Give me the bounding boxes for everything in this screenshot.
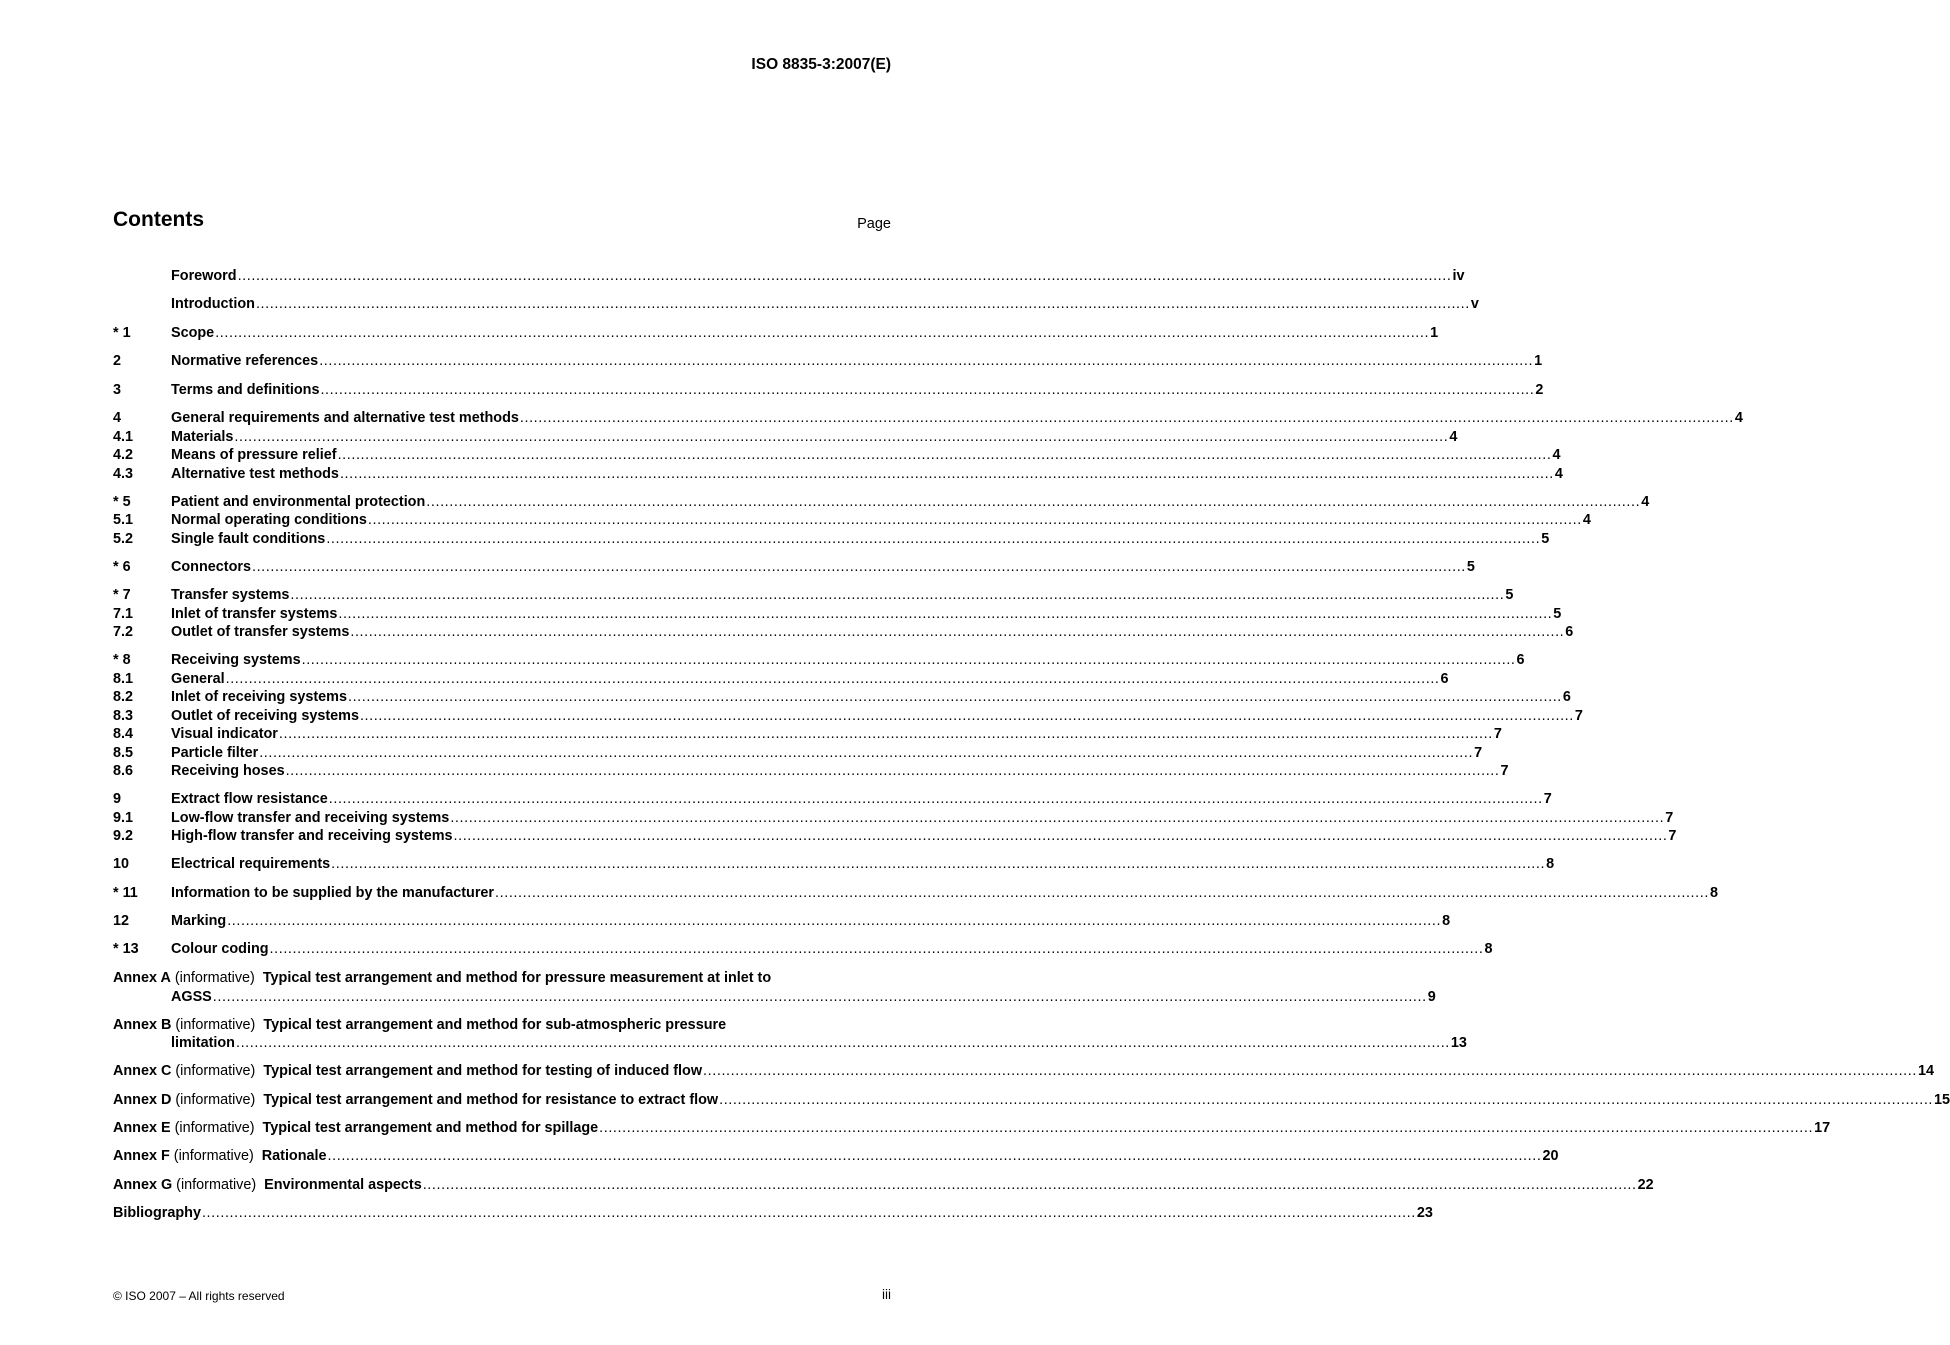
annex-line [113,1062,1934,1081]
dot-leader [599,1119,1813,1138]
toc-group [113,940,1493,959]
annex-line [113,1176,1654,1195]
annex-page: 20 [1542,1148,1559,1165]
dot-leader [368,511,1582,529]
toc-group [113,790,1677,846]
toc-group [113,586,1574,642]
toc-entry-page: 1 [1430,324,1439,341]
toc-entry[interactable] [113,623,1574,641]
toc-group [113,409,1743,483]
dot-leader [426,493,1640,512]
annex-line [113,1147,1559,1166]
toc-entry-number: * 1 [113,324,131,341]
toc-group [113,493,1650,549]
toc-entry-title: Normal operating conditions [171,512,367,529]
annex-label: Annex E [113,1120,171,1137]
dot-leader [450,809,1664,827]
toc-entry[interactable] [113,530,1550,548]
dot-leader [719,1091,1933,1110]
annex-label: Annex G [113,1176,173,1193]
toc-entry-number: 9 [113,790,122,807]
dot-leader [350,623,1564,641]
toc-entry-page: iv [1452,268,1465,284]
toc-entry-number: 9.2 [113,828,134,845]
annex-page: 17 [1814,1120,1831,1137]
annex-title: Environmental aspects [264,1176,422,1193]
annex-entry[interactable] [113,1119,1831,1138]
toc-entry-page: 4 [1734,409,1743,426]
dot-leader [319,352,1533,371]
dot-leader [360,707,1574,725]
toc-entry-number: 9.1 [113,809,134,826]
toc-entry-number: * 11 [113,884,138,901]
annex-label: Annex F [113,1148,170,1165]
standard-number: ISO 8835-3:2007(E) [751,56,891,73]
toc-entry-number: 4.1 [113,428,134,445]
toc-entry-title: Visual indicator [171,726,278,743]
annex-heading [113,969,891,988]
annex-title: Typical test arrangement and method for resistance to extract flow [263,1091,719,1108]
bibliography-title: Bibliography [113,1205,201,1222]
annex-title: Rationale [261,1148,327,1165]
annex-label: Annex B [113,1016,172,1033]
annex-heading [113,1062,702,1081]
dot-leader [238,267,1452,286]
toc-entry-title: Terms and definitions [171,381,320,398]
toc-entry[interactable] [113,912,1451,931]
toc-entry-title: General [171,671,225,688]
toc-entry[interactable] [113,295,1479,314]
dot-leader [326,530,1540,548]
page-title: Contents [113,208,204,231]
toc-entry-title: Electrical requirements [171,856,331,873]
toc-entry-title: Introduction [171,296,255,313]
annex-heading [113,1147,327,1166]
dot-leader [338,446,1552,464]
toc-entry[interactable] [113,586,1514,605]
toc-entry-page: 6 [1565,624,1574,641]
toc-group [113,295,1479,314]
annex-entry[interactable] [113,1176,1654,1195]
toc-entry-page: 5 [1553,605,1562,622]
toc-entry-title: Marking [171,912,227,929]
table-of-contents [113,267,1950,1223]
toc-entry[interactable] [113,558,1475,577]
dot-leader [520,409,1734,428]
toc-entry-page: 4 [1449,428,1458,445]
toc-entry-title: Information to be supplied by the manufacturer [171,884,495,901]
toc-entry[interactable] [113,688,1571,706]
toc-entry-number: 4.3 [113,465,134,482]
toc-entry[interactable] [113,428,1458,446]
toc-entry[interactable] [113,827,1677,845]
toc-entry[interactable] [113,493,1650,512]
annex-continuation [113,1034,1467,1052]
toc-entry[interactable] [113,465,1563,483]
dot-leader [259,744,1473,762]
toc-entry-page: 4 [1641,493,1650,510]
dot-leader [213,988,1427,1006]
dot-leader [454,827,1668,845]
toc-entry-page: 6 [1440,671,1449,688]
toc-entry-number: 8.5 [113,744,134,761]
dot-leader [226,670,1440,688]
toc-entry-number: 8.6 [113,763,134,779]
annex-line [113,1091,1950,1110]
annex-heading [113,1119,598,1138]
toc-entry-title: Extract flow resistance [171,790,328,807]
toc-entry [113,1204,1433,1223]
toc-entry[interactable] [113,352,1543,371]
toc-entry[interactable] [113,651,1525,670]
dot-leader [320,381,1534,400]
toc-entry-page: 7 [1493,726,1502,743]
annex-heading [113,1091,718,1110]
toc-entry-title: Receiving systems [171,652,301,669]
toc-entry-number: 3 [113,381,122,398]
annex-page: 13 [1450,1035,1467,1052]
dot-leader [328,1147,1542,1166]
toc-group [113,558,1475,577]
toc-entry-number: * 5 [113,493,131,510]
annex-type: (informative) [175,1091,256,1108]
toc-entry-number: 8.1 [113,671,134,688]
toc-entry-title: High-flow transfer and receiving systems [171,828,453,845]
toc-entry-title: Means of pressure relief [171,447,337,464]
annex-label: Annex C [113,1063,172,1080]
title-row [113,208,891,238]
toc-entry-number: 12 [113,912,130,929]
toc-entry-title: Inlet of receiving systems [171,689,347,706]
annex-type: (informative) [176,1176,257,1193]
page-number: iii [882,1287,891,1302]
dot-leader [423,1176,1637,1195]
dot-leader [290,586,1504,605]
toc-entry-title: Alternative test methods [171,465,339,482]
dot-leader [495,884,1709,903]
annex-page: 15 [1934,1091,1950,1108]
toc-group [113,884,1718,903]
toc-entry[interactable] [113,707,1583,725]
dot-leader [331,855,1545,874]
toc-entry-page: 7 [1668,828,1677,845]
toc-entry-page: 7 [1543,790,1552,807]
toc-group [113,855,1555,874]
toc-entry-page: 4 [1582,512,1591,529]
annex-type: (informative) [174,969,255,986]
toc-entry-page: 8 [1546,856,1555,873]
annex-title: Typical test arrangement and method for spillage [262,1120,599,1137]
dot-leader [234,428,1448,446]
annex-title: Typical test arrangement and method for pressure measurement at inlet to [262,969,772,986]
dot-leader [256,295,1470,314]
toc-entry-number: 4.2 [113,447,134,464]
toc-entry-number: 2 [113,353,122,370]
toc-entry-number: 10 [113,856,130,873]
toc-entry-page: 7 [1574,707,1583,724]
toc-entry-page: 8 [1442,912,1451,929]
toc-group [113,651,1583,780]
toc-entry-title: Scope [171,324,215,341]
toc-entry[interactable] [113,940,1493,959]
toc-entry-number: * 7 [113,587,131,604]
dot-leader [270,940,1484,959]
toc-entry-page: 5 [1466,558,1475,575]
annex-line [113,1119,1831,1138]
annex-type: (informative) [173,1148,254,1165]
dot-leader [202,1204,1416,1223]
toc-entry[interactable] [113,790,1552,809]
toc-entry-title: General requirements and alternative test methods [171,409,519,426]
toc-entry-page: 5 [1505,587,1514,604]
toc-entry-number: 5.1 [113,512,134,529]
annex-title-continued: limitation [171,1035,235,1052]
toc-entry[interactable] [113,511,1591,529]
dot-leader [338,605,1552,623]
toc-entry-title: Outlet of receiving systems [171,707,359,724]
toc-entry-page: 8 [1709,884,1718,901]
toc-entry-page: 1 [1534,353,1543,370]
annex-page: 9 [1427,988,1436,1005]
annex-label: Annex D [113,1091,172,1108]
dot-leader [279,725,1493,743]
page-column-label: Page [857,216,891,232]
bibliography-entry[interactable] [113,1204,1433,1223]
toc-entry-title: Outlet of transfer systems [171,624,350,641]
toc-entry-title: Transfer systems [171,587,290,604]
annex-label: Annex A [113,969,171,986]
toc-entry-title: Materials [171,428,234,445]
toc-entry[interactable] [113,809,1674,827]
annex-heading [113,1176,422,1195]
toc-entry-page: v [1470,296,1479,313]
toc-entry-number: 7.2 [113,624,134,641]
annex-continuation [113,988,1436,1006]
toc-entry[interactable] [113,670,1449,688]
copyright-notice: © ISO 2007 – All rights reserved [113,1289,285,1303]
toc-entry[interactable] [113,446,1561,464]
toc-group [113,912,1451,931]
toc-entry-title: Inlet of transfer systems [171,605,338,622]
toc-entry-number: 8.2 [113,689,134,706]
toc-entry-page: 7 [1500,763,1509,779]
dot-leader [215,324,1429,343]
toc-entry[interactable] [113,855,1555,874]
annex-entry[interactable] [113,1091,1950,1110]
toc-entry-number: * 13 [113,941,139,958]
annex-entry[interactable] [113,1062,1934,1081]
toc-group [113,267,1465,286]
toc-entry-title: Receiving hoses [171,763,285,779]
toc-entry-title: Patient and environmental protection [171,493,426,510]
dot-leader [302,651,1516,670]
toc-entry-title: Connectors [171,558,251,575]
toc-entry-number: 4 [113,409,122,426]
annex-type: (informative) [174,1120,255,1137]
toc-entry-number: 5.2 [113,530,134,547]
annex-title: Typical test arrangement and method for sub-atmospheric pressure [263,1016,727,1033]
dot-leader [252,558,1466,577]
annex-entry[interactable] [113,1016,1467,1053]
toc-group [113,352,1543,371]
toc-entry-title: Normative references [171,353,319,370]
toc-entry[interactable] [113,409,1743,428]
toc-entry-page: 4 [1554,465,1563,482]
toc-entry[interactable] [113,324,1439,343]
toc-entry[interactable] [113,744,1483,762]
toc-entry-number: 8.3 [113,707,134,724]
toc-group [113,381,1544,400]
bibliography-page: 23 [1416,1205,1433,1222]
toc-entry-page: 6 [1516,652,1525,669]
toc-entry[interactable] [113,605,1562,623]
toc-entry-page: 7 [1474,744,1483,761]
dot-leader [329,790,1543,809]
annex-page: 22 [1637,1176,1654,1193]
annex-entry[interactable] [113,969,1436,1006]
toc-entry-title: Foreword [171,268,237,284]
annex-heading [113,1016,891,1035]
toc-entry-title: Particle filter [171,744,259,761]
toc-entry-page: 4 [1552,447,1561,464]
dot-leader [236,1034,1450,1052]
toc-entry-number: * 8 [113,652,131,669]
annex-type: (informative) [175,1063,256,1080]
toc-entry-page: 2 [1535,381,1544,398]
annex-page: 14 [1917,1063,1934,1080]
dot-leader [340,465,1554,483]
toc-entry[interactable] [113,725,1502,743]
dot-leader [286,762,1500,780]
toc-entry-page: 6 [1562,689,1571,706]
toc-entry-number: * 6 [113,558,131,575]
annex-entry[interactable] [113,1147,1559,1166]
dot-leader [227,912,1441,931]
annex-title: Typical test arrangement and method for testing of induced flow [263,1063,703,1080]
annex-title-continued: AGSS [171,988,212,1005]
toc-entry[interactable] [113,267,1465,286]
annex-type: (informative) [175,1016,256,1033]
dot-leader [348,688,1562,706]
toc-entry-title: Colour coding [171,941,269,958]
toc-entry[interactable] [113,381,1544,400]
toc-entry-page: 7 [1665,809,1674,826]
toc-entry[interactable] [113,762,1509,780]
toc-entry-number: 7.1 [113,605,134,622]
toc-entry[interactable] [113,884,1718,903]
toc-entry-number: 8.4 [113,726,134,743]
toc-entry-page: 5 [1541,530,1550,547]
toc-entry-title: Low-flow transfer and receiving systems [171,809,450,826]
toc-entry-title: Single fault conditions [171,530,326,547]
toc-group [113,324,1439,343]
dot-leader [703,1062,1917,1081]
toc-entry-page: 8 [1484,941,1493,958]
